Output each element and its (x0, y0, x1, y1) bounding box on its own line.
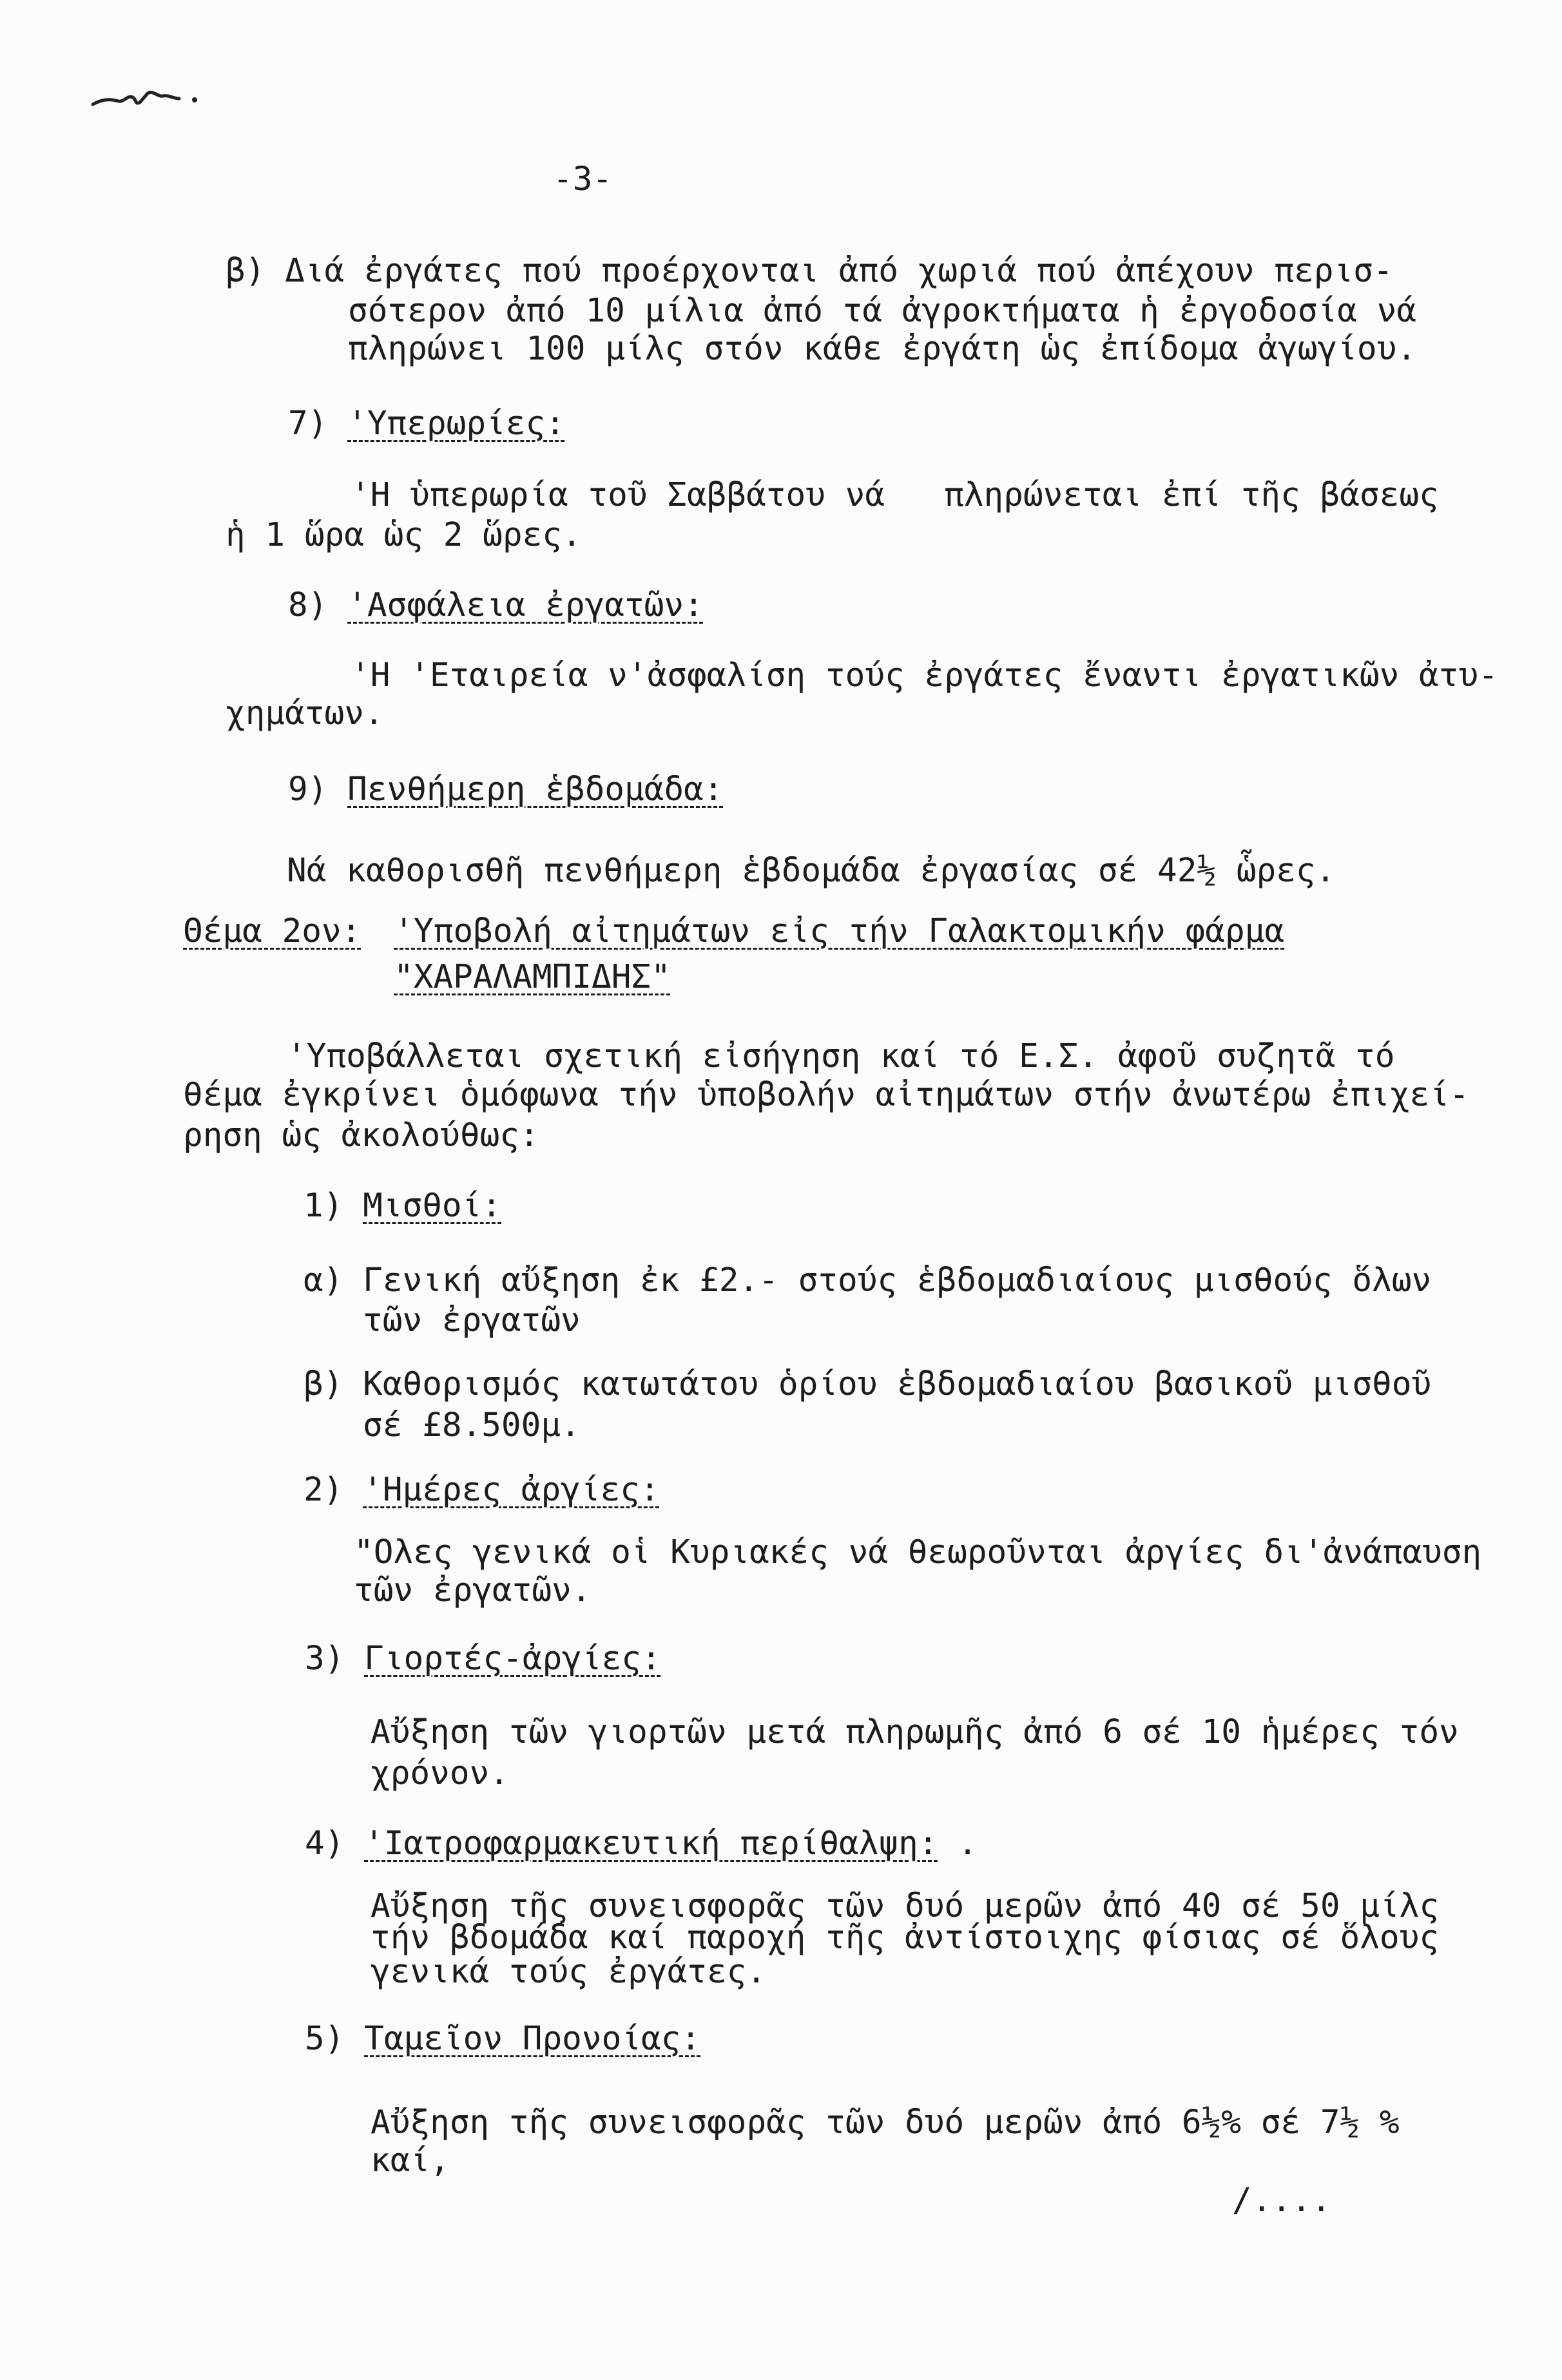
section-b-line-1 (226, 252, 1393, 291)
demand-2-line-2: τῶν ἐργατῶν. (354, 1571, 592, 1609)
topic-2-company-name: "ΧΑΡΑΛΑΜΠΙΔΗΣ" (394, 958, 671, 996)
demand-4-title: 'Ιατροφαρμακευτική περίθαλψη: (364, 1825, 938, 1863)
section-b-text: Διά ἐργάτες πού προέρχονται ἀπό χωριά πού ἀπέχουν περισ- (285, 252, 1393, 290)
demand-4-number: 4) (305, 1825, 345, 1863)
demand-4-title-suffix: . (938, 1825, 978, 1863)
item-9-heading (288, 771, 724, 809)
section-b-line-3: πληρώνει 100 μίλς στόν κάθε ἐργάτη ὡς ἐπίδομα ἀγωγίου. (348, 330, 1417, 368)
demand-3-title: Γιορτές-ἀργίες: (364, 1640, 661, 1678)
section-b-line-2: σότερον ἀπό 10 μίλια ἀπό τά ἀγροκτήματα ἡ ἐργοδοσία νά (348, 292, 1417, 330)
item-7-line-1: 'Η ὑπερωρία τοῦ Σαββάτου νά πληρώνεται ἐπί τῆς βάσεως (351, 476, 1439, 514)
topic-2-label: Θέμα 2ον: (183, 912, 362, 950)
demand-5-heading (305, 2020, 700, 2059)
section-b-marker: β) (226, 252, 265, 290)
demand-3-line-2: χρόνον. (371, 1754, 509, 1792)
demand-2-title: 'Ημέρες ἀργίες: (363, 1471, 660, 1509)
demand-4-line-3: γενικά τούς ἐργάτες. (371, 1953, 767, 1991)
item-8-line-1: 'Η 'Εταιρεία ν'ἀσφαλίση τούς ἐργάτες ἔναντι ἐργατικῶν ἀτυ- (351, 657, 1498, 695)
handwritten-squiggle (90, 79, 213, 112)
demand-1b-line-1 (304, 1365, 1431, 1404)
demand-5-line-1: Αὔξηση τῆς συνεισφορᾶς τῶν δυό μερῶν ἀπό 6½% σέ 7½ % (371, 2104, 1400, 2142)
topic-2-company (394, 958, 671, 997)
demand-1a-text: Γενική αὔξηση ἐκ £2.- στούς ἑβδομαδιαίους μισθούς ὅλων (363, 1262, 1432, 1300)
item-9-number: 9) (288, 771, 328, 809)
demand-3-number: 3) (305, 1640, 345, 1678)
demand-4-line-2: τήν βδομάδα καί παροχή τῆς ἀντίστοιχης φίσιας σέ ὅλους (371, 1919, 1440, 1957)
item-7-heading (288, 405, 565, 443)
demand-5-title: Ταμεῖον Προνοίας: (364, 2020, 701, 2058)
item-7-line-2: ἡ 1 ὥρα ὡς 2 ὥρες. (226, 516, 582, 554)
demand-5-number: 5) (305, 2020, 345, 2058)
demand-5-line-2: καί, (371, 2142, 450, 2180)
demand-1b-line-2: σέ £8.500μ. (363, 1406, 581, 1444)
demand-4-line-1: Αὔξηση τῆς συνεισφορᾶς τῶν δυό μερῶν ἀπό 40 σέ 50 μίλς (371, 1887, 1440, 1925)
demand-2-heading (304, 1471, 660, 1510)
page-number: -3- (553, 160, 613, 198)
item-9-line-1: Νά καθορισθῆ πενθήμερη ἑβδομάδα ἐργασίας σέ 42½ ὧρες. (287, 852, 1336, 890)
demand-2-number: 2) (304, 1471, 343, 1509)
item-7-number: 7) (288, 405, 328, 443)
topic-2-intro-line-3: ρηση ὡς ἀκολούθως: (183, 1117, 539, 1155)
item-8-heading (288, 586, 704, 625)
item-8-line-2: χημάτων. (226, 695, 384, 733)
demand-1b-marker: β) (304, 1365, 343, 1403)
topic-2-title: 'Υποβολή αἰτημάτων εἰς τήν Γαλακτομικήν φάρμα (394, 912, 1285, 950)
demand-1-number: 1) (304, 1187, 343, 1225)
demand-3-heading (305, 1640, 661, 1678)
topic-2-intro-line-2: θέμα ἐγκρίνει ὁμόφωνα τήν ὑποβολήν αἰτημάτων στήν ἀνωτέρω ἐπιχεί- (183, 1076, 1469, 1114)
demand-1a-marker: α) (304, 1262, 343, 1300)
demand-1a-line-2: τῶν ἐργατῶν (363, 1301, 581, 1339)
item-9-title: Πενθήμερη ἑβδομάδα: (347, 771, 724, 809)
item-8-title: 'Ασφάλεια ἐργατῶν: (347, 586, 704, 624)
topic-2-heading-row (183, 912, 1284, 951)
item-7-title: 'Υπερωρίες: (347, 405, 565, 443)
demand-2-line-1: "Ολες γενικά οἱ Κυριακές νά θεωροῦνται ἀργίες δι'ἀνάπαυση (354, 1533, 1482, 1571)
demand-1a-line-1 (304, 1262, 1431, 1300)
item-8-number: 8) (288, 586, 328, 624)
demand-1b-text: Καθορισμός κατωτάτου ὁρίου ἑβδομαδιαίου βασικοῦ μισθοῦ (363, 1365, 1432, 1403)
demand-1-title: Μισθοί: (363, 1187, 502, 1225)
demand-3-line-1: Αὔξηση τῶν γιορτῶν μετά πληρωμῆς ἀπό 6 σέ 10 ἡμέρες τόν (371, 1713, 1459, 1751)
demand-4-heading (305, 1825, 978, 1863)
topic-2-intro-line-1: 'Υποβάλλεται σχετική εἰσήγηση καί τό Ε.Σ. ἀφοῦ συζητᾶ τό (287, 1037, 1395, 1075)
demand-1-heading (304, 1187, 501, 1225)
continuation-mark: /.... (1232, 2182, 1331, 2220)
